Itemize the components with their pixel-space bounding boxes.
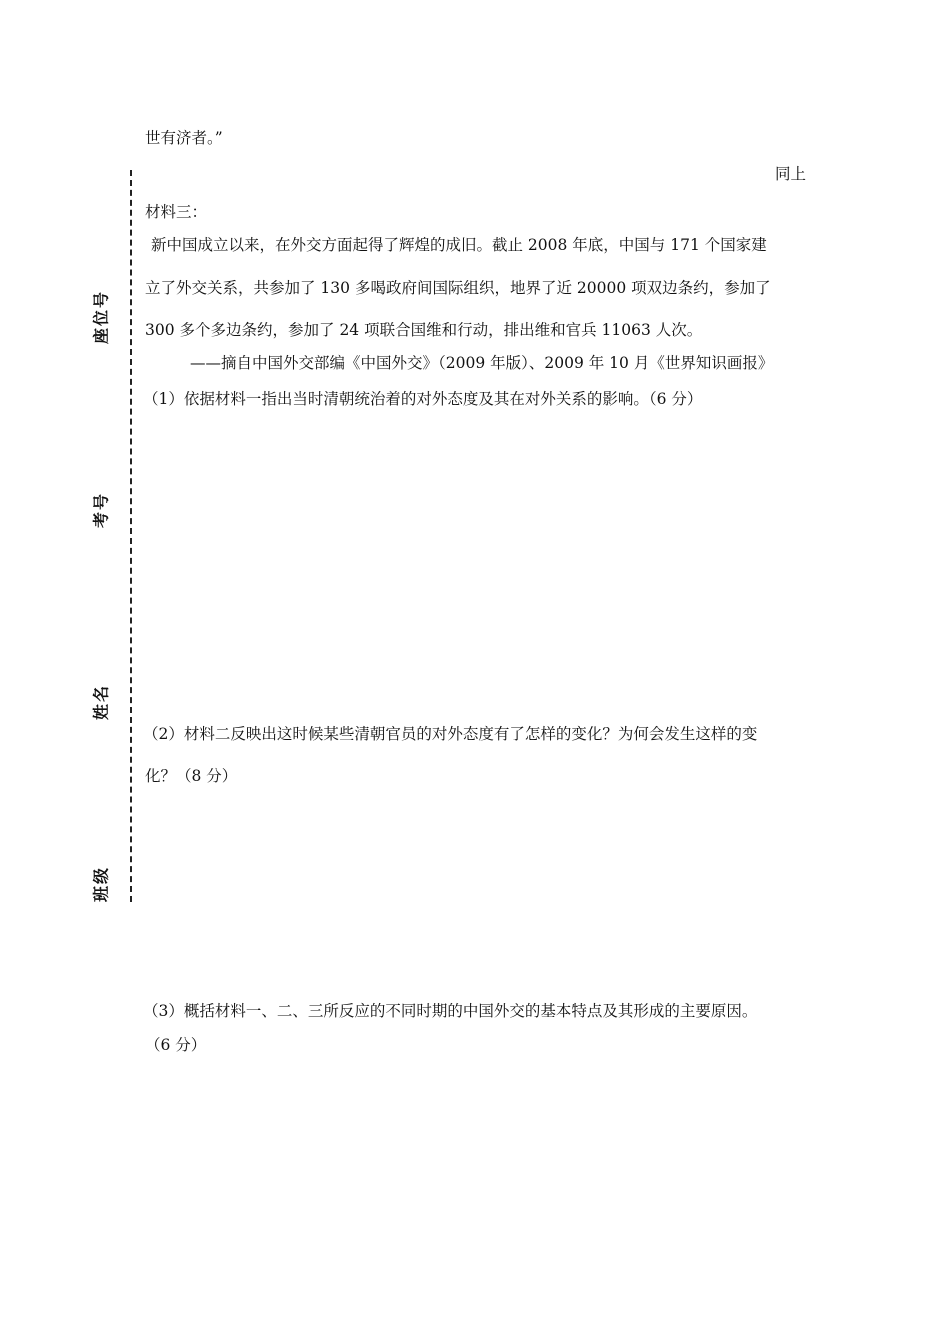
material3-line: 新中国成立以来，在外交方面起得了辉煌的成旧。截止 2008 年底，中国与 171 个国家建 [151,236,767,254]
seat-number-label: 座位号 [91,289,111,345]
material3-line: 立了外交关系，共参加了 130 多喝政府间国际组织，地界了近 20000 项双边条约，参加了 [145,279,771,297]
question-1: （1）依据材料一指出当时清朝统治着的对外态度及其在对外关系的影响。（6 分） [143,390,703,408]
question-2-line2: 化？（8 分） [145,767,238,785]
question-3-line1: （3）概括材料一、二、三所反应的不同时期的中国外交的基本特点及其形成的主要原因。 [143,1002,758,1020]
question-3-line2: （6 分） [145,1036,207,1054]
material3-source: ——摘自中国外交部编《中国外交》（2009 年版）、2009 年 10 月《世界知识画报》 [190,354,774,372]
continuation-text: 世有济者。” [145,129,223,147]
material3-line: 300 多个多边条约，参加了 24 项联合国维和行动，排出维和官兵 11063 人次。 [145,321,703,339]
source-same-text: 同上 [774,165,806,183]
question-2-line1: （2）材料二反映出这时候某些清朝官员的对外态度有了怎样的变化？为何会发生这样的变 [143,725,758,743]
material3-heading: 材料三： [145,203,208,221]
binding-dashed-line [130,170,132,902]
student-name-label: 姓名 [91,683,111,721]
class-label: 班级 [91,865,111,903]
exam-number-label: 考号 [91,491,111,529]
